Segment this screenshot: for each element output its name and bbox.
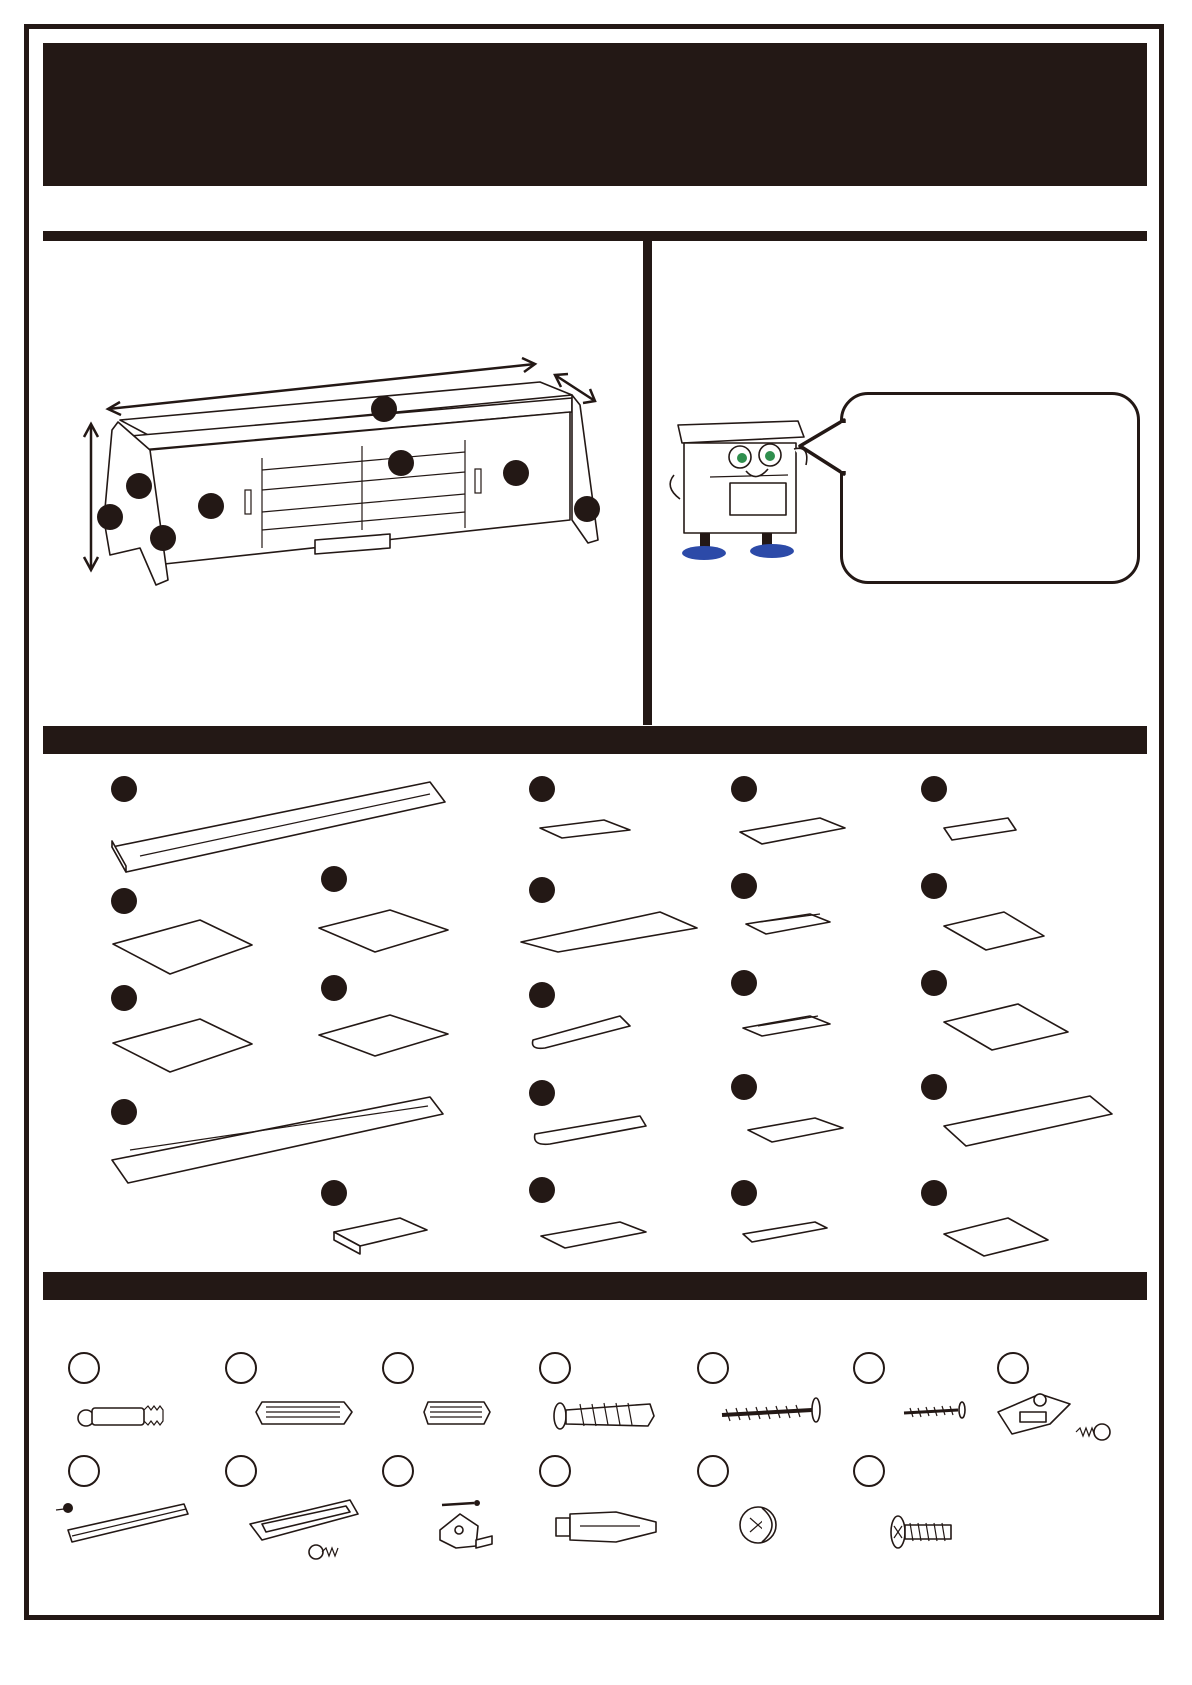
wood-screw-icon <box>722 1398 820 1422</box>
l-bracket-icon <box>440 1500 492 1548</box>
cam-lock-icon <box>740 1507 776 1543</box>
recessed-handle-icon <box>250 1500 358 1559</box>
shelf-pin-icon <box>256 1402 352 1424</box>
shelf-pin-icon <box>424 1402 490 1424</box>
wood-screw-icon <box>904 1402 965 1418</box>
machine-screw-icon <box>891 1516 951 1548</box>
cam-bolt-icon <box>78 1406 163 1426</box>
wall-anchor-icon <box>554 1403 654 1429</box>
hinge-icon <box>998 1394 1110 1440</box>
glue-tube-icon <box>556 1512 656 1542</box>
drawer-slide-icon <box>56 1503 188 1542</box>
